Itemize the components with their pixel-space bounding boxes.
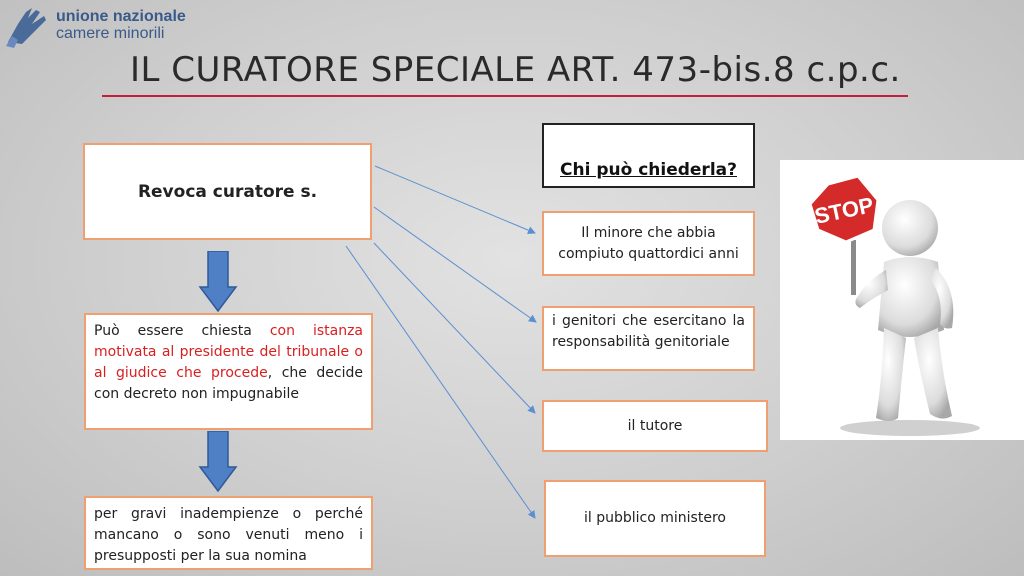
down-arrow-2 (198, 431, 238, 493)
right-item-genitori (542, 306, 755, 371)
revoca-box (83, 143, 372, 240)
right-item-minore (542, 211, 755, 276)
right-item-pm (544, 480, 766, 557)
stop-sign-text: STOP (812, 192, 876, 229)
logo-line1: unione nazionale (56, 8, 186, 25)
page-title: IL CURATORE SPECIALE ART. 473-bis.8 c.p.c. (130, 50, 901, 90)
logo-line2: camere minorili (56, 25, 165, 42)
istanza-box (84, 313, 373, 430)
right-item-genitori-text: i genitori che esercitano la responsabilità genitoriale (552, 313, 745, 350)
connector-arrow-1 (375, 166, 535, 233)
question-label: Chi può chiederla? (560, 160, 737, 180)
right-item-tutore (542, 400, 768, 452)
motivi-box (84, 496, 373, 570)
connector-arrow-2 (374, 207, 536, 322)
motivi-text: per gravi inadempienze o perché mancano o sono venuti meno i presupposti per la sua nomina (94, 506, 363, 564)
right-item-tutore-text: il tutore (627, 417, 683, 434)
istanza-text-2: , che decide con decreto non impugnabile (94, 365, 364, 402)
istanza-text-highlight: con istanza motivata al presidente del tribunale o al giudice che procede (94, 323, 363, 381)
down-arrow-1 (198, 251, 238, 313)
istanza-text-1: Può essere chiesta (94, 323, 270, 339)
question-box (542, 123, 755, 188)
stop-figure-illustration (780, 160, 1024, 440)
connector-arrow-4 (346, 246, 535, 518)
right-item-pm-text: il pubblico ministero (584, 510, 726, 526)
connector-arrow-3 (374, 243, 535, 413)
right-item-minore-text: Il minore che abbia compiuto quattordici anni (558, 224, 739, 262)
revoca-label: Revoca curatore s. (137, 181, 318, 202)
stop-figure-image (780, 160, 1024, 440)
